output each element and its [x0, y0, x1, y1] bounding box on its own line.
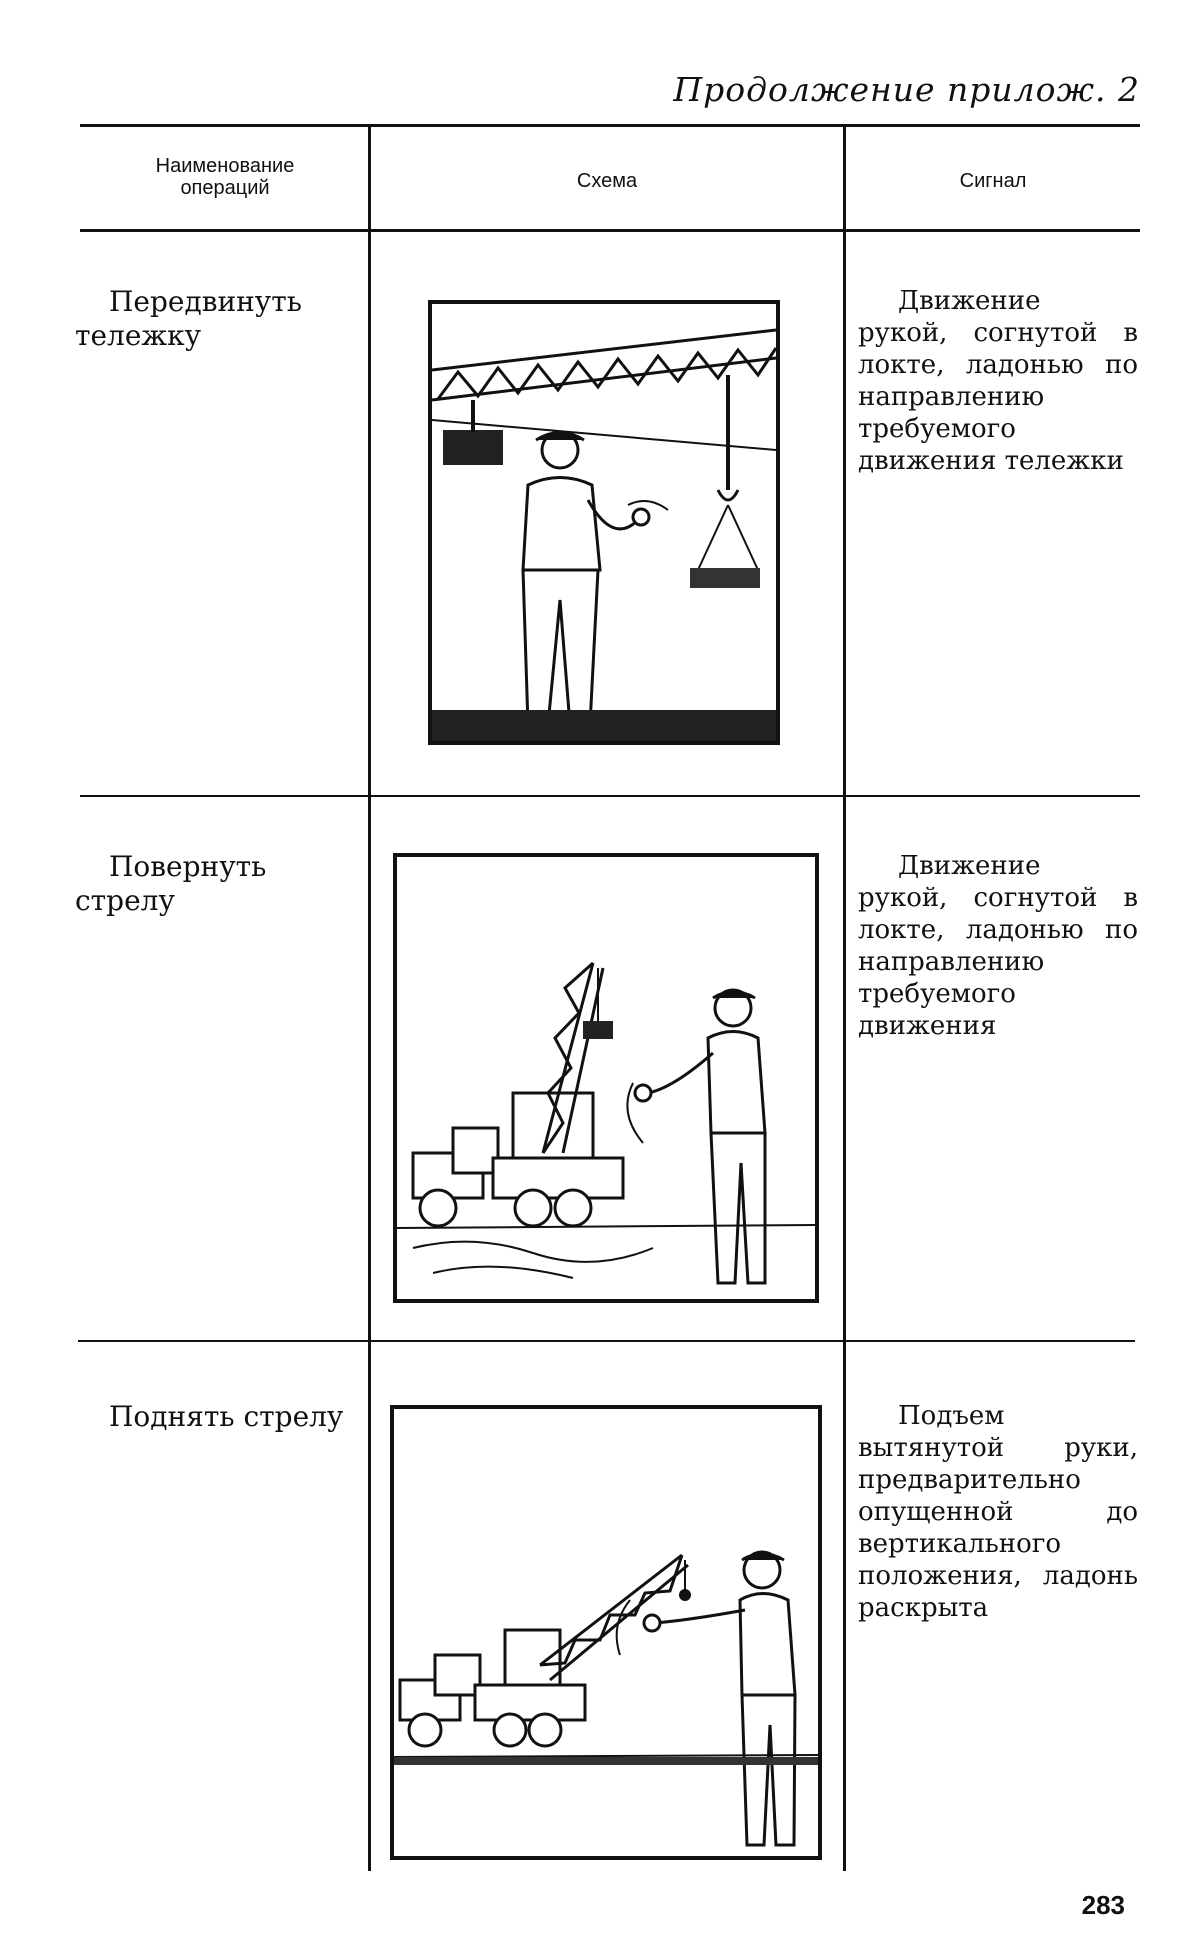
row-3-operation: Поднять стрелу [109, 1400, 344, 1433]
column-header-signal: Сигнал [959, 170, 1027, 192]
page-number: 283 [1081, 1890, 1125, 1920]
row-3-signal: Подъем вытянутой руки, предварительно опущенной до вертикального положения, ладонь раскрыта [858, 1401, 1138, 1623]
illustration-raise-boom-signal [390, 1405, 822, 1860]
row-1-signal: Движение рукой, согнутой в локте, ладонью по направлению требуемого движения тележки [858, 286, 1138, 476]
row-2-signal: Движение рукой, согнутой в локте, ладонью по направлению требуемого движения [858, 851, 1138, 1041]
column-divider-right [843, 126, 846, 1871]
row-divider-2 [78, 1340, 1135, 1342]
row-divider-1 [80, 795, 1140, 797]
column-header-scheme: Схема [576, 170, 638, 192]
table-top-rule [80, 124, 1140, 127]
illustration-trolley-signal [428, 300, 780, 745]
row-2-operation: Повернуть стрелу [75, 850, 267, 917]
row-1-operation: Передвинуть тележку [75, 285, 303, 352]
column-divider-left [368, 126, 371, 1871]
illustration-rotate-boom-signal [393, 853, 819, 1303]
page-header-note: Продолжение прилож. 2 [673, 70, 1140, 109]
column-header-operations: Наименование операций [155, 155, 295, 199]
table-header-rule [80, 229, 1140, 232]
